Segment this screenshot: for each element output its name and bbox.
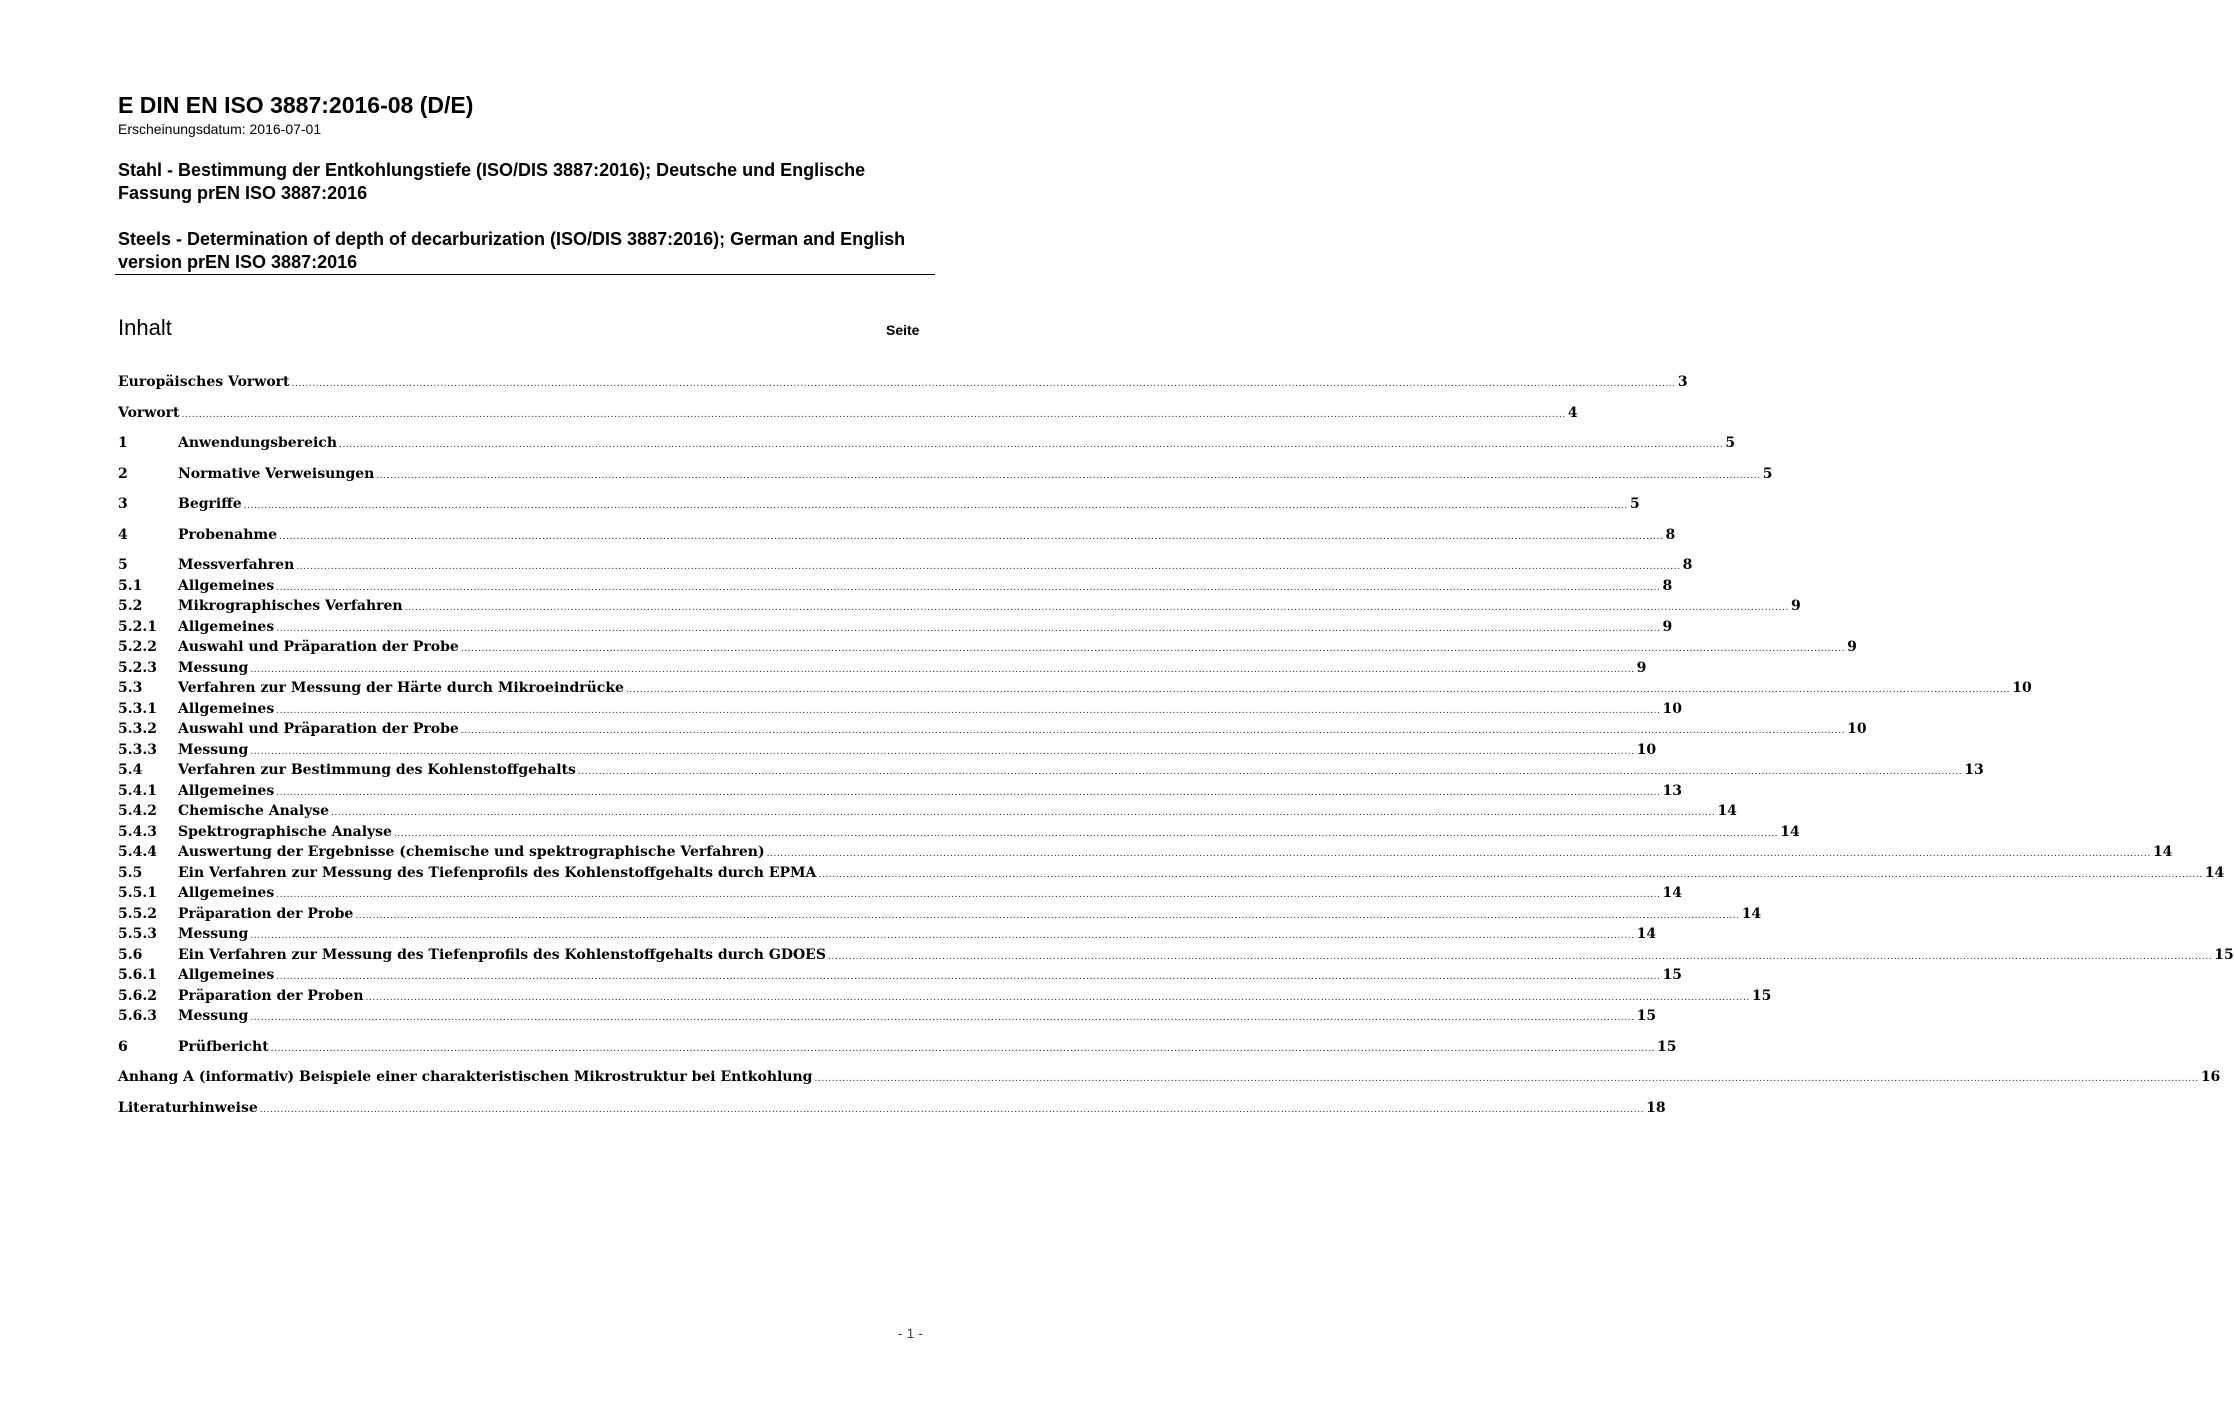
toc-entry-title: Messung [178, 659, 249, 676]
toc-entry-title: Allgemeines [178, 618, 275, 635]
toc-entry-page: 15 [1751, 987, 1772, 1004]
toc-entry-page: 9 [1790, 598, 1801, 614]
toc-entry[interactable] [118, 904, 1762, 925]
toc-entry-title: Messung [178, 1008, 249, 1024]
toc-entry[interactable] [118, 576, 1673, 597]
toc-entry-title: Spektrographische Analyse [178, 823, 392, 840]
toc-dot-leader: ................................................................................................................................................................................................................................................................................................................................................................................................................ [331, 808, 1716, 818]
toc-entry-page: 15 [1662, 967, 1683, 983]
toc-entry-number: 5.6.3 [118, 1008, 157, 1024]
toc-entry-page: 10 [1662, 700, 1683, 717]
toc-entry-title: Allgemeines [178, 700, 275, 717]
toc-entry-page: 10 [1636, 741, 1657, 758]
toc-dot-leader: ................................................................................................................................................................................................................................................................................................................................................................................................................ [250, 1013, 1635, 1023]
toc-entry-title: Begriffe [178, 496, 242, 512]
toc-entry-number: 5.6 [118, 946, 143, 963]
toc-entry-page: 16 [2200, 1069, 2221, 1085]
toc-entry-number: 5.2.1 [118, 618, 157, 635]
toc-entry-title: Mikrographisches Verfahren [178, 598, 403, 614]
toc-entry-title: Auswahl und Präparation der Probe [178, 721, 459, 737]
toc-entry-number: 1 [118, 435, 128, 451]
toc-entry-title: Auswahl und Präparation der Probe [178, 639, 459, 655]
toc-heading: Inhalt [118, 315, 172, 340]
toc-entry-number: 5.6.1 [118, 967, 157, 983]
toc-entry[interactable] [118, 433, 1736, 454]
toc-entry-number: 5 [118, 557, 128, 573]
toc-entry-number: 5.2.3 [118, 659, 157, 676]
toc-entry-number: 5.4.1 [118, 782, 157, 799]
toc-dot-leader: ................................................................................................................................................................................................................................................................................................................................................................................................................ [766, 849, 2151, 859]
toc-entry-page: 5 [1629, 496, 1640, 512]
table-of-contents [118, 372, 2234, 1118]
toc-entry-page: 9 [1662, 618, 1673, 635]
toc-dot-leader: ................................................................................................................................................................................................................................................................................................................................................................................................................ [818, 869, 2203, 880]
toc-entry-page: 10 [2012, 680, 2032, 696]
toc-entry-title: Allgemeines [178, 967, 275, 983]
toc-entry-page: 15 [2214, 946, 2234, 963]
toc-dot-leader: ................................................................................................................................................................................................................................................................................................................................................................................................................ [291, 379, 1676, 389]
document-id: E DIN EN ISO 3887:2016-08 (D/E) [118, 92, 474, 118]
toc-entry-title: Probenahme [178, 526, 278, 543]
toc-entry[interactable] [118, 555, 1693, 576]
toc-entry-title: Ein Verfahren zur Messung des Tiefenprofils des Kohlenstoffgehalts durch EPMA [178, 864, 817, 881]
page-number: - 1 - [898, 1325, 923, 1341]
toc-dot-leader: ................................................................................................................................................................................................................................................................................................................................................................................................................ [250, 931, 1635, 941]
toc-entry[interactable] [118, 617, 1673, 638]
toc-entry[interactable] [118, 924, 1657, 945]
publication-date: Erscheinungsdatum: 2016-07-01 [118, 121, 322, 137]
toc-entry[interactable] [118, 494, 1640, 515]
toc-entry-title: Prüfbericht [178, 1038, 269, 1055]
toc-entry-number: 2 [118, 465, 128, 482]
toc-entry-title: Messung [178, 926, 249, 942]
toc-dot-leader: ................................................................................................................................................................................................................................................................................................................................................................................................................ [276, 705, 1661, 716]
toc-entry-page: 8 [1665, 526, 1676, 543]
toc-dot-leader: ................................................................................................................................................................................................................................................................................................................................................................................................................ [339, 440, 1724, 450]
toc-entry[interactable] [118, 965, 1683, 986]
toc-entry-number: 4 [118, 526, 128, 543]
toc-page-column-label: Seite [886, 322, 920, 338]
toc-entry-number: 5.6.2 [118, 987, 157, 1004]
toc-dot-leader: ................................................................................................................................................................................................................................................................................................................................................................................................................ [404, 603, 1789, 613]
toc-dot-leader: ................................................................................................................................................................................................................................................................................................................................................................................................................ [365, 992, 1750, 1003]
toc-entry[interactable] [118, 822, 1800, 843]
toc-entry-number: 5.5 [118, 864, 143, 881]
toc-dot-leader: ................................................................................................................................................................................................................................................................................................................................................................................................................ [243, 501, 1628, 511]
toc-entry-number: 5.1 [118, 577, 143, 594]
toc-entry-page: 13 [1662, 782, 1683, 799]
toc-entry-title: Anhang A (informativ) Beispiele einer charakteristischen Mikrostruktur bei Entkohlung [118, 1069, 813, 1085]
toc-entry[interactable] [118, 883, 1683, 904]
toc-dot-leader: ................................................................................................................................................................................................................................................................................................................................................................................................................ [827, 951, 2213, 962]
toc-entry-title: Ein Verfahren zur Messung des Tiefenprofils des Kohlenstoffgehalts durch GDOES [178, 946, 826, 963]
toc-entry[interactable] [118, 719, 1867, 740]
toc-dot-leader: ................................................................................................................................................................................................................................................................................................................................................................................................................ [393, 828, 1779, 839]
toc-entry-page: 9 [1847, 639, 1857, 655]
toc-entry-page: 14 [1780, 823, 1800, 840]
toc-entry[interactable] [118, 1098, 1666, 1119]
toc-dot-leader: ................................................................................................................................................................................................................................................................................................................................................................................................................ [276, 890, 1661, 900]
toc-entry-title: Präparation der Proben [178, 987, 364, 1004]
toc-entry-page: 5 [1762, 465, 1773, 482]
toc-entry-page: 14 [2152, 844, 2173, 860]
toc-entry-page: 5 [1725, 435, 1736, 451]
toc-dot-leader: ................................................................................................................................................................................................................................................................................................................................................................................................................ [376, 470, 1761, 481]
toc-entry[interactable] [118, 678, 2032, 699]
toc-dot-leader: ................................................................................................................................................................................................................................................................................................................................................................................................................ [259, 1104, 1645, 1115]
toc-entry[interactable] [118, 372, 1688, 393]
toc-entry[interactable] [118, 986, 1772, 1007]
toc-entry[interactable] [118, 842, 2173, 863]
toc-dot-leader: ................................................................................................................................................................................................................................................................................................................................................................................................................ [276, 623, 1661, 634]
toc-entry-page: 8 [1682, 557, 1693, 573]
toc-entry[interactable] [118, 863, 2225, 884]
toc-entry-number: 5.4.4 [118, 844, 157, 860]
toc-entry[interactable] [118, 1037, 1677, 1058]
toc-entry-title: Verfahren zur Messung der Härte durch Mikroeindrücke [178, 680, 624, 696]
toc-entry[interactable] [118, 525, 1676, 546]
toc-entry-page: 9 [1636, 659, 1647, 676]
toc-entry-number: 5.4 [118, 762, 143, 778]
toc-dot-leader: ................................................................................................................................................................................................................................................................................................................................................................................................................ [355, 910, 1740, 921]
toc-entry[interactable] [118, 464, 1773, 485]
toc-entry[interactable] [118, 699, 1683, 720]
toc-entry-page: 3 [1677, 374, 1688, 390]
toc-entry-number: 5.5.1 [118, 885, 157, 901]
toc-entry-number: 3 [118, 496, 128, 512]
toc-entry[interactable] [118, 637, 1857, 658]
toc-entry[interactable] [118, 801, 1737, 822]
toc-entry-number: 5.3.2 [118, 721, 157, 737]
toc-dot-leader: ................................................................................................................................................................................................................................................................................................................................................................................................................ [276, 972, 1661, 982]
toc-entry-page: 10 [1847, 721, 1867, 737]
toc-entry-page: 14 [1636, 926, 1657, 942]
toc-entry-number: 5.3.3 [118, 741, 157, 758]
toc-entry-number: 6 [118, 1038, 128, 1055]
toc-dot-leader: ................................................................................................................................................................................................................................................................................................................................................................................................................ [276, 787, 1661, 798]
toc-entry-title: Verfahren zur Bestimmung des Kohlenstoffgehalts [178, 762, 576, 778]
toc-entry-page: 4 [1567, 404, 1578, 421]
toc-entry-page: 14 [1717, 803, 1737, 819]
toc-entry-page: 14 [1741, 905, 1762, 922]
toc-entry-number: 5.5.3 [118, 926, 157, 942]
header-divider [115, 274, 935, 275]
title-german: Stahl - Bestimmung der Entkohlungstiefe (ISO/DIS 3887:2016); Deutsche und Englische Fassung prEN ISO 3887:2016 [118, 160, 866, 203]
toc-entry-title: Chemische Analyse [178, 803, 330, 819]
toc-dot-leader: ................................................................................................................................................................................................................................................................................................................................................................................................................ [625, 685, 2011, 695]
toc-entry-title: Messverfahren [178, 557, 295, 573]
toc-entry-title: Anwendungsbereich [178, 435, 337, 451]
toc-dot-leader: ................................................................................................................................................................................................................................................................................................................................................................................................................ [270, 1043, 1656, 1054]
toc-dot-leader: ................................................................................................................................................................................................................................................................................................................................................................................................................ [250, 746, 1635, 757]
toc-entry[interactable] [118, 1067, 2221, 1088]
toc-entry-title: Vorwort [118, 404, 180, 421]
toc-dot-leader: ................................................................................................................................................................................................................................................................................................................................................................................................................ [577, 767, 1963, 777]
toc-entry-page: 15 [1657, 1038, 1677, 1055]
toc-entry-number: 5.2.2 [118, 639, 157, 655]
toc-entry-title: Literaturhinweise [118, 1099, 258, 1116]
toc-entry-page: 8 [1662, 577, 1673, 594]
toc-dot-leader: ................................................................................................................................................................................................................................................................................................................................................................................................................ [276, 582, 1661, 593]
toc-entry[interactable] [118, 740, 1657, 761]
toc-dot-leader: ................................................................................................................................................................................................................................................................................................................................................................................................................ [296, 562, 1681, 572]
toc-entry-title: Auswertung der Ergebnisse (chemische und spektrographische Verfahren) [178, 844, 765, 860]
toc-entry[interactable] [118, 658, 1647, 679]
toc-entry[interactable] [118, 945, 2234, 966]
toc-entry-number: 5.3.1 [118, 700, 157, 717]
toc-entry-page: 13 [1964, 762, 1984, 778]
toc-entry-number: 5.4.3 [118, 823, 157, 840]
toc-entry-title: Allgemeines [178, 577, 275, 594]
toc-entry[interactable] [118, 760, 1984, 781]
toc-entry-title: Europäisches Vorwort [118, 374, 290, 390]
toc-entry-title: Allgemeines [178, 885, 275, 901]
toc-entry-title: Präparation der Probe [178, 905, 354, 922]
toc-entry[interactable] [118, 403, 1578, 424]
toc-dot-leader: ................................................................................................................................................................................................................................................................................................................................................................................................................ [181, 409, 1566, 420]
toc-entry-number: 5.2 [118, 598, 143, 614]
toc-entry[interactable] [118, 596, 1801, 617]
toc-entry[interactable] [118, 1006, 1657, 1027]
toc-dot-leader: ................................................................................................................................................................................................................................................................................................................................................................................................................ [250, 664, 1635, 675]
toc-dot-leader: ................................................................................................................................................................................................................................................................................................................................................................................................................ [460, 726, 1846, 736]
toc-entry[interactable] [118, 781, 1683, 802]
title-english: Steels - Determination of depth of decarburization (ISO/DIS 3887:2016); German and English version prEN ISO 3887:2016 [118, 229, 906, 272]
toc-entry-number: 5.5.2 [118, 905, 157, 922]
toc-dot-leader: ................................................................................................................................................................................................................................................................................................................................................................................................................ [460, 644, 1846, 654]
toc-entry-number: 5.3 [118, 680, 143, 696]
toc-entry-number: 5.4.2 [118, 803, 157, 819]
toc-entry-title: Messung [178, 741, 249, 758]
toc-entry-page: 18 [1646, 1099, 1666, 1116]
toc-entry-page: 14 [2204, 864, 2225, 881]
toc-dot-leader: ................................................................................................................................................................................................................................................................................................................................................................................................................ [279, 531, 1664, 542]
toc-entry-page: 15 [1636, 1008, 1657, 1024]
toc-dot-leader: ................................................................................................................................................................................................................................................................................................................................................................................................................ [814, 1074, 2199, 1084]
toc-entry-title: Allgemeines [178, 782, 275, 799]
toc-entry-page: 14 [1662, 885, 1683, 901]
toc-entry-title: Normative Verweisungen [178, 465, 375, 482]
